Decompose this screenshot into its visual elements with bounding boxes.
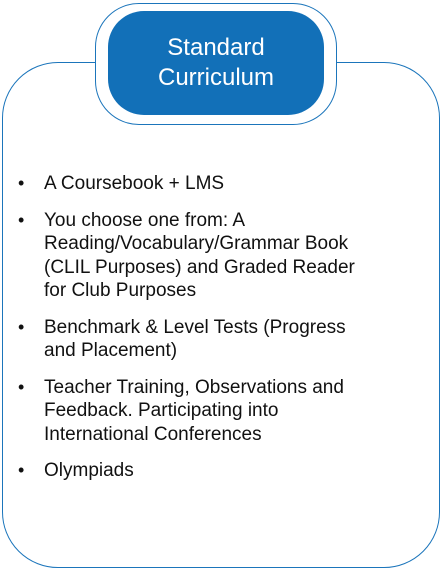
- title-line-1: Standard: [167, 34, 265, 61]
- bullet-icon: •: [18, 209, 25, 230]
- list-item-text: Benchmark & Level Tests (Progress and Placement): [44, 316, 346, 361]
- list-item-text: Teacher Training, Observations and Feedback. Participating into International Conferences: [44, 376, 344, 445]
- list-item-teacher-training: [18, 376, 418, 447]
- bullet-icon: •: [18, 376, 25, 397]
- list-item-coursebook: [18, 172, 418, 196]
- list-item-text: Olympiads: [44, 460, 134, 481]
- title-line-2: Curriculum: [157, 64, 274, 91]
- title-badge: [108, 11, 324, 115]
- list-item-tests: [18, 316, 418, 363]
- list-item-olympiads: [18, 459, 418, 483]
- list-item-text: You choose one from: A Reading/Vocabulary/Grammar Book (CLIL Purposes) and Graded Reader for Club Purposes: [44, 209, 355, 301]
- list-item-book-choice: [18, 209, 418, 303]
- bullet-icon: •: [18, 316, 25, 337]
- list-item-text: A Coursebook + LMS: [44, 173, 225, 194]
- curriculum-list: [18, 172, 418, 496]
- bullet-icon: •: [18, 460, 25, 480]
- bullet-icon: •: [18, 173, 25, 193]
